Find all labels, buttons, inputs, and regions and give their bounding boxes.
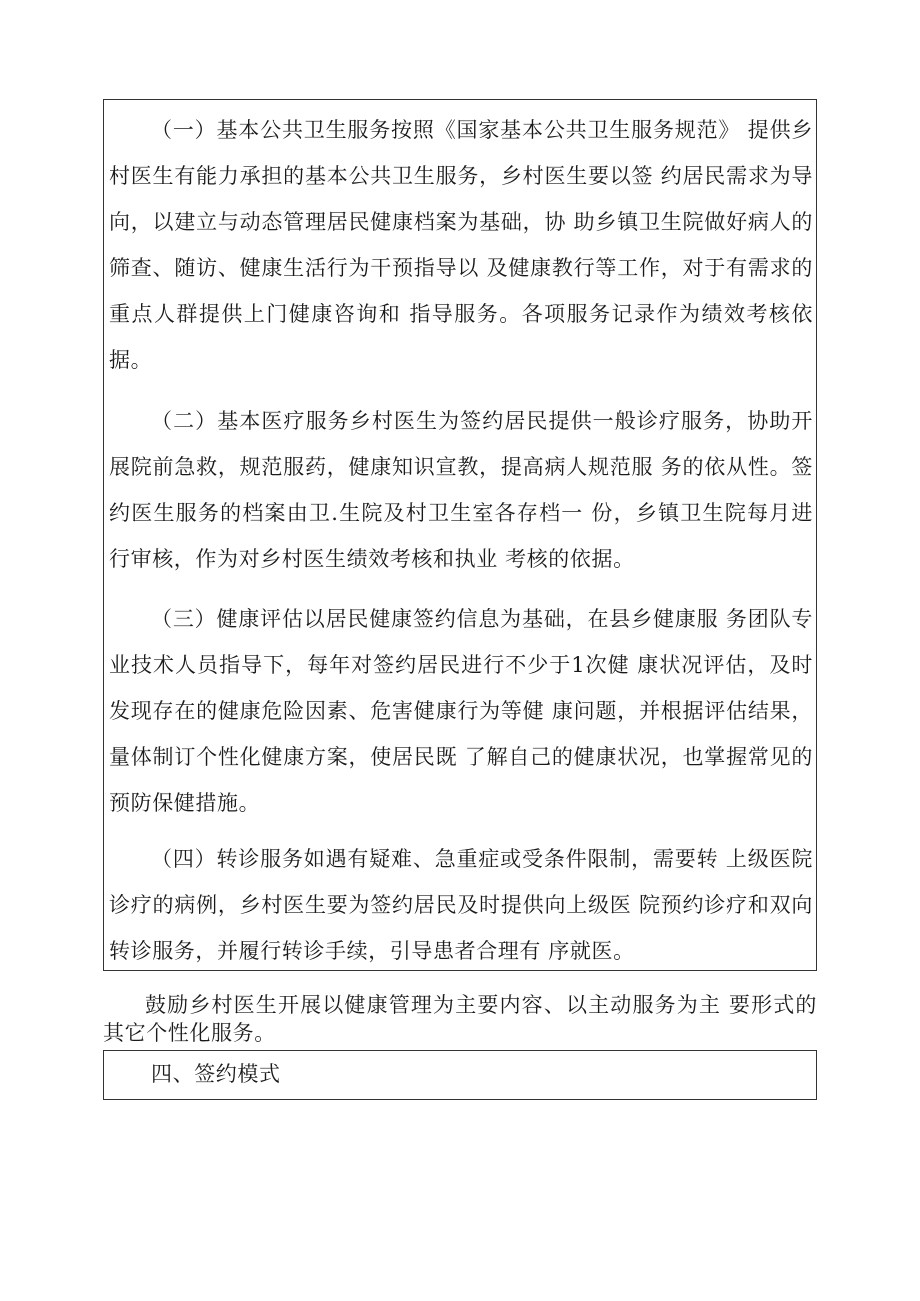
paragraph-health-assessment: （三）健康评估以居民健康签约信息为基础，在县乡健康服 务团队专业技术人员指导下，每年对签约居民进行不少于1次健 康状况评估，及时发现存在的健康危险因素、危害健康行为等健 康问题，并根据评估结果，量体制订个性化健康方案，使居民既 了解自己的健康状况，也掌握常见的预防保健措施。 (109, 607, 813, 815)
paragraph-referral-service: （四）转诊服务如遇有疑难、急重症或受条件限制，需要转 上级医院诊疗的病例，乡村医生要为签约居民及时提供向上级医 院预约诊疗和双向转诊服务，并履行转诊手续，引导患者合理有 序就医。 (109, 847, 813, 963)
paragraph-basic-public-health: （一）基本公共卫生服务按照《国家基本公共卫生服务规范》 提供乡村医生有能力承担的基本公共卫生服务，乡村医生要以签 约居民需求为导向，以建立与动态管理居民健康档案为基础，协 助乡镇卫生院做好病人的筛查、随访、健康生活行为干预指导以 及健康教行等工作，对于有需求的重点人群提供上门健康咨询和 指导服务。各项服务记录作为绩效考核依据。 (109, 118, 813, 372)
section-heading: 四、签约模式 (151, 1062, 281, 1086)
paragraph-personalized-service: 鼓励乡村医生开展以健康管理为主要内容、以主动服务为主 要形式的其它个性化服务。 (103, 993, 817, 1045)
paragraph-basic-medical-service: （二）基本医疗服务乡村医生为签约居民提供一般诊疗服务，协助开展院前急救，规范服药，健康知识宣教，提高病人规范服 务的依从性。签约医生服务的档案由卫.生院及村卫生室各存档一 份，乡镇卫生院每月进行审核，作为对乡村医生绩效考核和执业 考核的依据。 (109, 409, 813, 571)
